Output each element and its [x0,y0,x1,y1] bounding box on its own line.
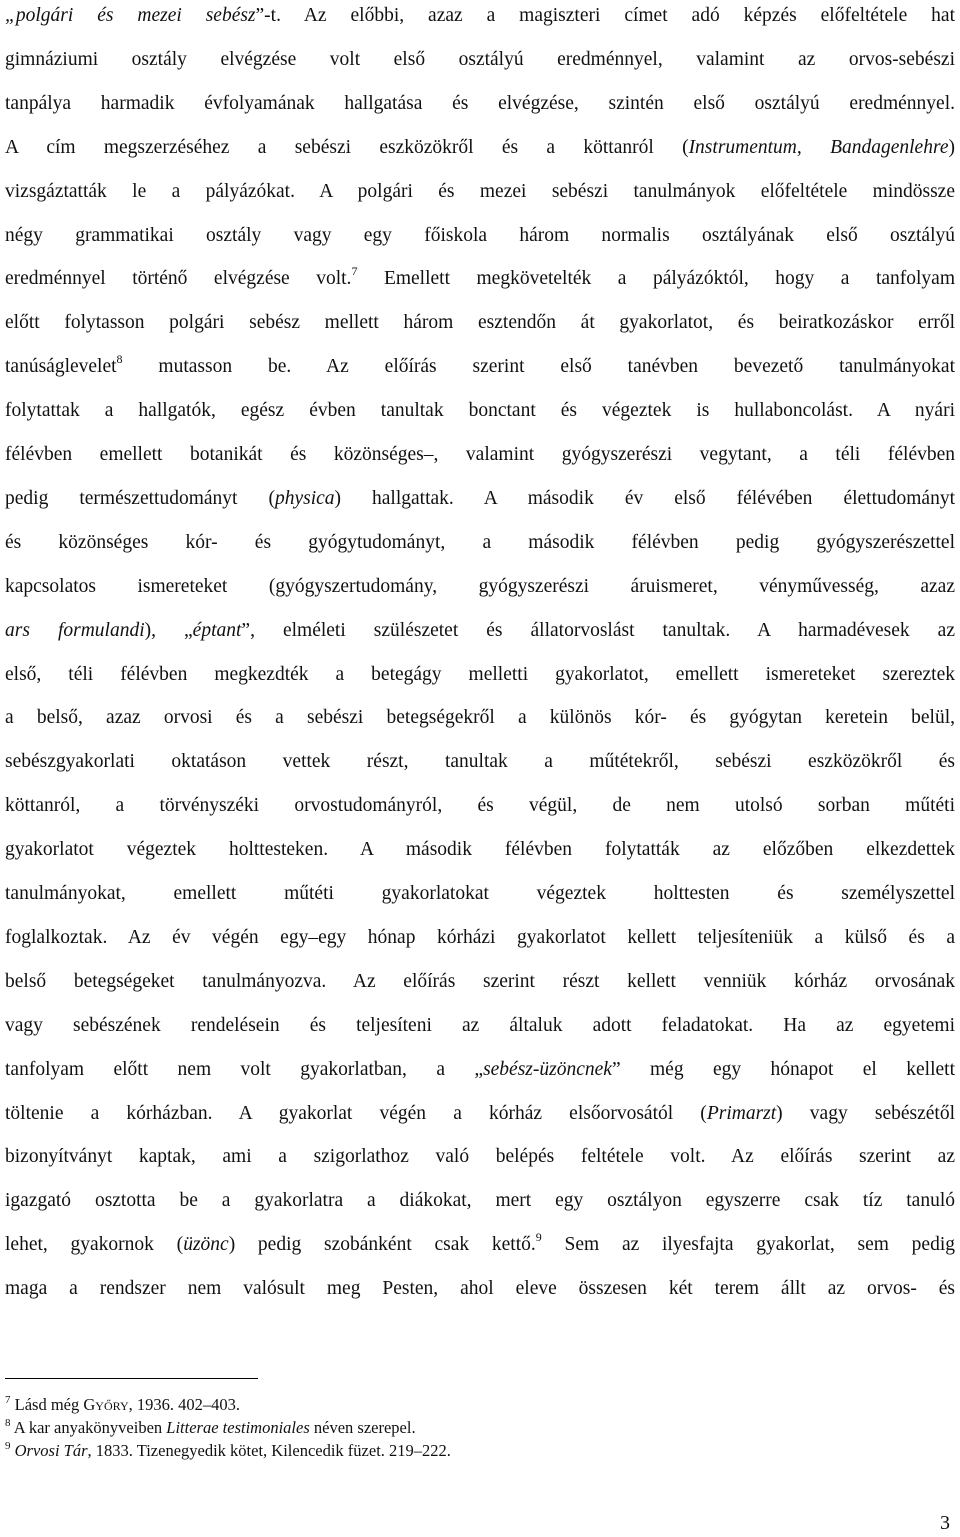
text-line [5,88,955,120]
text-segment: ) [948,136,955,158]
text-segment: eredménnyel történő elvégzése volt. [5,268,352,290]
text-segment: belső betegségeket tanulmányozva. Az előírás szerint részt kellett venniük kórház orvosának [5,970,955,992]
text-line [5,1141,955,1173]
text-segment: tanpálya harmadik évfolyamának hallgatása és elvégzése, szintén első osztályú eredménnyel. [5,92,955,114]
text-line [5,351,955,383]
footnote-ref: 9 [5,1440,11,1452]
text-segment: gimnáziumi osztály elvégzése volt első osztályú eredménnyel, valamint az orvos-sebészi [5,48,955,70]
text-segment: Litterae testimoniales [166,1418,310,1437]
text-segment: ars formulandi [5,619,145,641]
text-line [5,878,955,910]
text-segment: töltenie a kórházban. A gyakorlat végén a kórház elsőorvosától ( [5,1102,707,1124]
text-segment: igazgató osztotta be a gyakorlatra a diákokat, mert egy osztályon egyszerre csak tíz tanuló [5,1190,955,1212]
text-line [5,439,955,471]
footnote-separator [5,1378,258,1379]
footnote [5,1440,451,1462]
text-segment: kapcsolatos ismereteket (gyógyszertudomány, gyógyszerészi áruismeret, vényművesség, azaz [5,575,955,597]
text-segment: tanúságlevelet [5,356,117,378]
text-segment: , 1936. 402–403. [128,1395,240,1414]
text-segment: tanulmányokat, emellett műtéti gyakorlatokat végeztek holttesten és személyszettel [5,883,955,904]
text-segment: Emellett megkövetelték a pályázóktól, hogy a tanfolyam [357,268,955,290]
text-segment: A cím megszerzéséhez a sebészi eszközökről és a köttanról ( [5,136,689,158]
text-line [5,615,955,647]
text-line [5,44,955,76]
footnote-ref: 8 [116,352,123,367]
text-line [5,483,955,515]
text-line [5,790,955,822]
text-segment: folytattak a hallgatók, egész évben tanultak bonctant és végeztek is hullaboncolást. A nyári [5,400,955,422]
text-segment: Sem az ilyesfajta gyakorlat, sem pedig [541,1234,955,1256]
text-line [5,659,955,691]
text-segment: köttanról, a törvényszéki orvostudományról, és végül, de nem utolsó sorban műtéti [5,795,955,817]
text-segment: mutasson be. Az előírás szerint első tanévben bevezető tanulmányokat [122,356,955,378]
text-segment: ) vagy sebészétől [776,1102,955,1124]
text-segment: ” még egy hónapot el kellett [611,1058,955,1080]
text-line [5,1010,955,1042]
text-line [5,263,955,295]
text-segment: Lásd még [10,1395,84,1414]
text-segment: négy grammatikai osztály vagy egy főiskola három normalis osztályának első osztályú [5,224,955,246]
footnote-ref: 7 [351,264,358,279]
text-segment: , 1833. Tizenegyedik kötet, Kilencedik füzet. 219–222. [87,1441,451,1460]
text-segment: tanfolyam előtt nem volt gyakorlatban, a „ [5,1058,484,1080]
text-line [5,1273,955,1305]
text-segment: üzönc [183,1234,229,1256]
text-segment: gyakorlatot végeztek holttesteken. A második félévben folytatták az előzőben elkezdettek [5,839,955,861]
text-segment: Instrumentum, Bandagenlehre [688,136,949,158]
text-line [5,746,955,778]
text-segment: sebészgyakorlati oktatáson vettek részt, tanultak a műtétekről, sebészi eszközökről és [5,751,955,773]
text-segment: physica [274,487,335,509]
page-number: 3 [940,1512,950,1534]
text-segment: sebész-üzöncnek [483,1058,612,1080]
text-line [5,0,955,32]
text-segment: éptant [192,619,242,641]
footnote [5,1394,240,1416]
text-segment: vizsgáztatták le a pályázókat. A polgári és mezei sebészi tanulmányok előfeltétele mindössze [5,180,955,202]
footnote-ref: 7 [5,1394,11,1406]
text-line [5,571,955,603]
text-segment: ) hallgattak. A második év első félévében élettudományt [334,487,955,509]
text-line [5,702,955,734]
text-segment: ) pedig szobánként csak kettő. [228,1234,536,1256]
text-line [5,395,955,427]
text-line [5,132,955,164]
text-segment: és közönséges kór- és gyógytudományt, a második félévben pedig gyógyszerészettel [5,531,955,553]
text-line [5,220,955,252]
text-segment: a belső, azaz orvosi és a sebészi betegségekről a különös kór- és gyógytan keretein belül, [5,707,955,729]
text-line [5,1098,955,1130]
text-segment: előtt folytasson polgári sebész mellett három esztendőn át gyakorlatot, és beiratkozáskor erről [5,312,955,334]
text-segment: Orvosi Tár [14,1441,88,1460]
text-segment: pedig természettudományt ( [5,487,275,509]
text-segment: Primarzt [706,1102,777,1124]
text-segment: első, téli félévben megkezdték a betegágy melletti gyakorlatot, emellett ismereteket szereztek [5,663,955,685]
text-segment: néven szerepel. [309,1418,416,1437]
text-segment: ”-t. Az előbbi, azaz a magiszteri címet adó képzés előfeltétele hat [255,5,955,26]
text-line [5,1229,955,1261]
text-segment: „polgári és mezei sebész [5,5,256,26]
text-segment: félévben emellett botanikát és közönséges–, valamint gyógyszerészi vegytant, a téli félévben [5,444,955,465]
text-segment: maga a rendszer nem valósult meg Pesten, ahol eleve összesen két terem állt az orvos- és [5,1278,955,1300]
text-segment: bizonyítványt kaptak, ami a szigorlathoz való belépés feltétele volt. Az előírás szerint az [5,1146,955,1168]
text-line [5,922,955,954]
text-segment: foglalkoztak. Az év végén egy–egy hónap kórházi gyakorlatot kellett teljesíteniük a külső és a [5,926,955,948]
text-segment: Győry [83,1395,129,1414]
text-line [5,307,955,339]
text-line [5,176,955,208]
footnote [5,1417,416,1439]
text-line [5,1054,955,1086]
text-segment: A kar anyakönyveiben [10,1418,167,1437]
text-segment: vagy sebészének rendelésein és teljesíteni az általuk adott feladatokat. Ha az egyetemi [5,1014,955,1036]
text-line [5,527,955,559]
text-line [5,834,955,866]
text-segment: ), „ [144,619,193,641]
footnote-ref: 9 [535,1230,542,1245]
text-line [5,1185,955,1217]
text-segment: lehet, gyakornok ( [5,1234,184,1256]
text-segment: ”, elméleti szülészetet és állatorvoslást tanultak. A harmadévesek az [241,619,955,641]
text-line [5,966,955,998]
footnote-ref: 8 [5,1417,11,1429]
